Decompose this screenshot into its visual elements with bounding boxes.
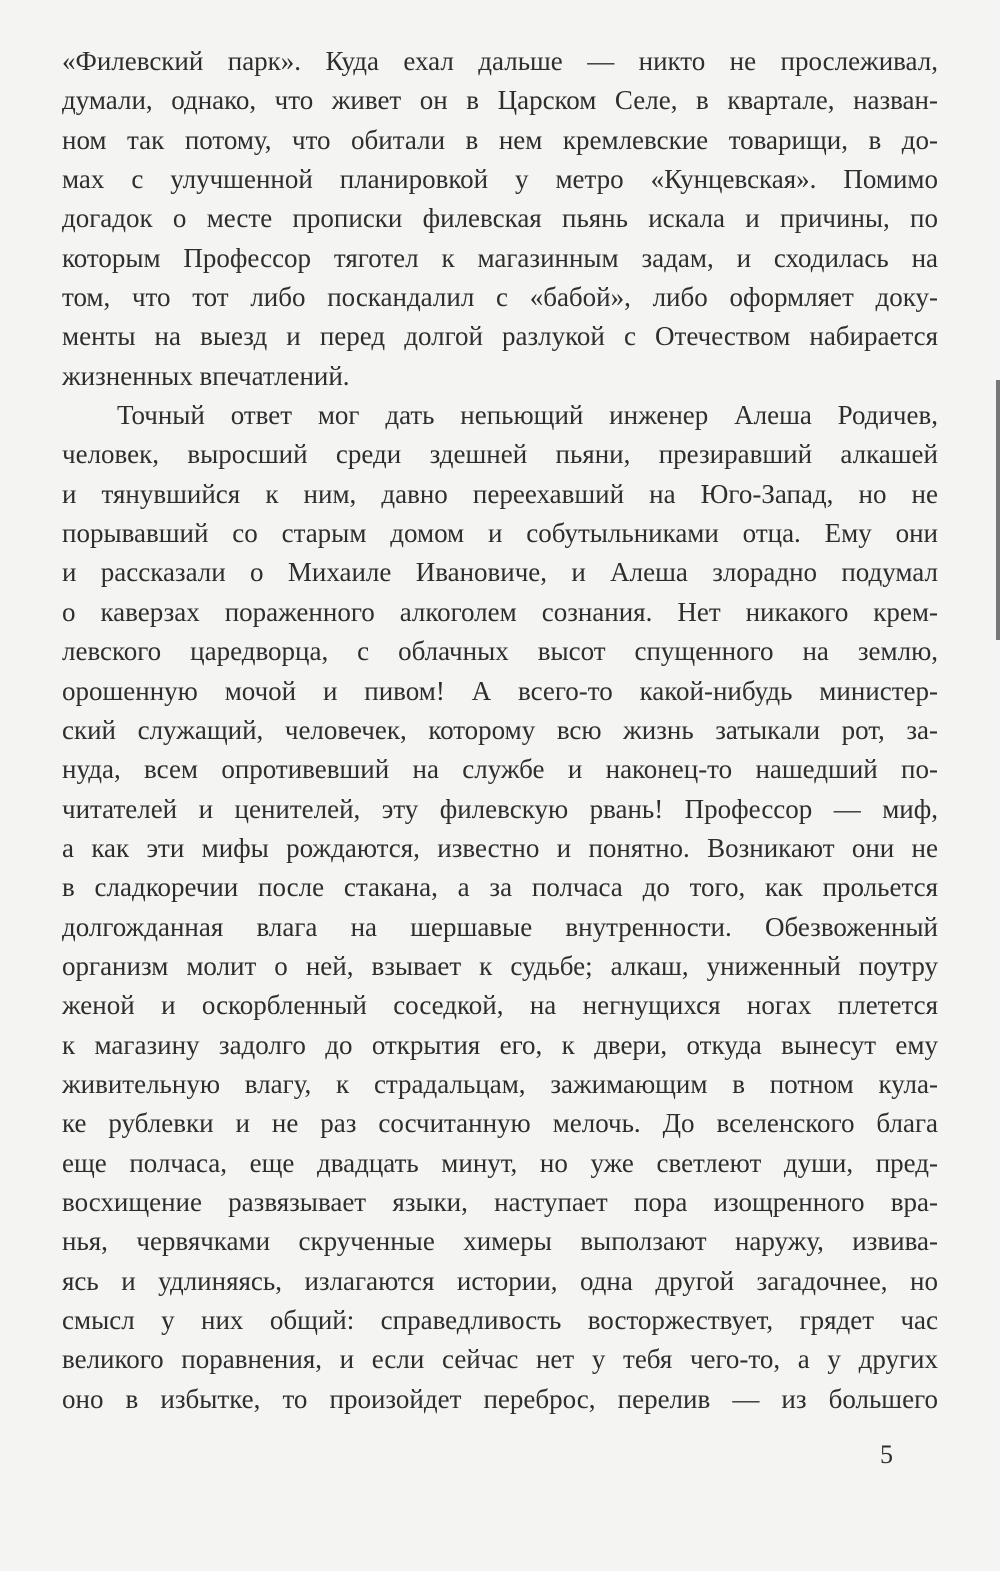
text-line: ном так потому, что обитали в нем кремлевские товарищи, в до- [62,124,938,155]
text-line: ский служащий, человечек, которому всю жизнь затыкали рот, за- [62,714,938,745]
text-line: и тянувшийся к ним, давно переехавший на Юго-Запад, но не [62,478,938,509]
text-line: ке рублевки и не раз сосчитанную мелочь. До вселенского блага [62,1108,938,1139]
text-line: мах с улучшенной планировкой у метро «Кунцевская». Помимо [62,164,938,195]
text-line: живительную влагу, к страдальцам, зажимающим в потном кула- [62,1068,938,1099]
text-line: ясь и удлиняясь, излагаются истории, одна другой загадочнее, но [62,1265,938,1296]
text-line: а как эти мифы рождаются, известно и понятно. Возникают они не [62,832,938,863]
text-line: еще полчаса, еще двадцать минут, но уже светлеют души, пред- [62,1147,938,1178]
text-line: о каверзах пораженного алкоголем сознания. Нет никакого крем- [62,596,938,627]
text-line: думали, однако, что живет он в Царском Селе, в квартале, назван- [62,85,938,116]
page-number: 5 [880,1440,893,1469]
text-line: восхищение развязывает языки, наступает пора изощренного вра- [62,1186,938,1217]
text-line: том, что тот либо поскандалил с «бабой», либо оформляет доку- [62,282,938,313]
scan-edge-shadow [996,380,1000,640]
text-line: орошенную мочой и пивом! А всего-то какой-нибудь министер- [62,675,938,706]
text-line: Точный ответ мог дать непьющий инженер Алеша Родичев, [117,400,938,431]
text-line: женой и оскорбленный соседкой, на негнущихся ногах плетется [62,990,938,1021]
text-line: нья, червячками скрученные химеры выползают наружу, извива- [62,1226,938,1257]
text-line: и рассказали о Михаиле Ивановиче, и Алеша злорадно подумал [62,557,938,588]
text-line: долгожданная влага на шершавые внутренности. Обезвоженный [62,911,938,942]
text-line: которым Профессор тяготел к магазинным задам, и сходилась на [62,242,938,273]
text-line: нуда, всем опротивевший на службе и наконец-то нашедший по- [62,754,938,785]
text-line: догадок о месте прописки филевская пьянь искала и причины, по [62,203,938,234]
text-line: менты на выезд и перед долгой разлукой с Отечеством набирается [62,321,938,352]
text-line: жизненных впечатлений. [62,360,350,391]
text-line: оно в избытке, то произойдет переброс, перелив — из большего [62,1383,938,1414]
text-line: человек, выросший среди здешней пьяни, презиравший алкашей [62,439,938,470]
text-line: в сладкоречии после стакана, а за полчаса до того, как прольется [62,872,938,903]
text-line: порывавший со старым домом и собутыльниками отца. Ему они [62,518,938,549]
text-line: к магазину задолго до открытия его, к двери, откуда вынесут ему [62,1029,938,1060]
page-body-text [62,42,938,1419]
text-line: организм молит о ней, взывает к судьбе; алкаш, униженный поутру [62,950,938,981]
text-line: смысл у них общий: справедливость восторжествует, грядет час [62,1305,938,1335]
text-line: «Филевский парк». Куда ехал дальше — никто не прослеживал, [62,46,938,76]
text-line: левского царедворца, с облачных высот спущенного на землю, [62,636,938,667]
text-line: великого поравнения, и если сейчас нет у тебя чего-то, а у других [62,1344,938,1375]
text-line: читателей и ценителей, эту филевскую рвань! Профессор — миф, [62,793,938,824]
